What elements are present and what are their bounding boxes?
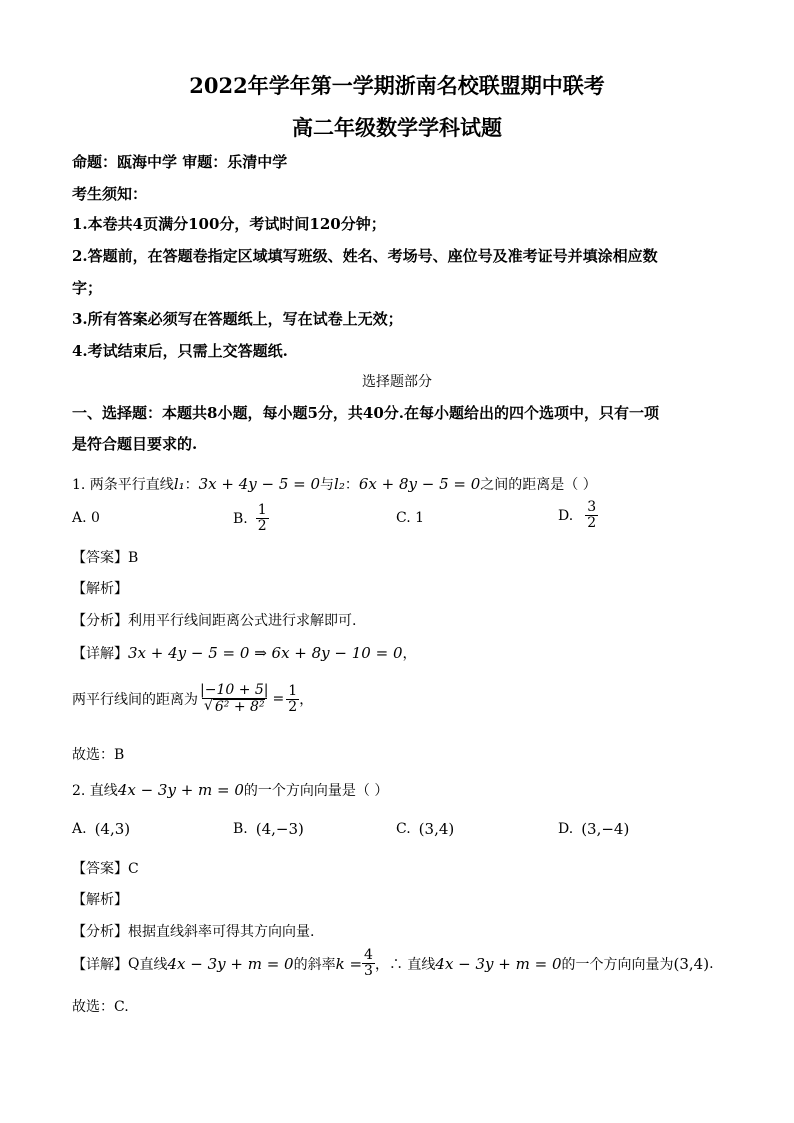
q2-detail	[72, 948, 714, 980]
q1-detail	[72, 643, 417, 663]
q1-l2: l₂	[334, 475, 345, 493]
q2-option-c-value: (3,4)	[418, 820, 455, 838]
q2-detail-label: 【详解】	[72, 956, 128, 973]
q2-detail-k-fraction	[362, 948, 375, 980]
q1-eq1: 3x + 4y − 5 = 0	[198, 475, 321, 493]
q1-answer: 【答案】B	[72, 550, 139, 566]
q1-dist-result	[286, 684, 299, 716]
q2-detail-t3: ，∴ 直线	[374, 956, 436, 973]
question-1	[72, 474, 597, 494]
q1-suffix: 之间的距离是（ ）	[480, 477, 597, 493]
q2-answer: 【答案】C	[72, 861, 139, 877]
q1-colon-2: ：	[344, 477, 359, 493]
q2-detail-vec: (3,4)	[673, 954, 710, 973]
q2-detail-k-num: 4	[364, 947, 373, 963]
q2-fenxi: 【分析】根据直线斜率可得其方向向量.	[72, 924, 315, 940]
q1-dist-num: |−10 + 5|	[200, 682, 269, 698]
q1-option-a: A. 0	[72, 510, 100, 526]
q2-option-d-value: (3,−4)	[581, 820, 630, 838]
q2-detail-k: k =	[335, 954, 363, 973]
q2-detail-eq1: 4x − 3y + m = 0	[167, 954, 294, 973]
q2-option-a	[72, 820, 130, 838]
q2-detail-t2: 的斜率	[293, 956, 336, 973]
q2-suffix: 的一个方向向量是（ ）	[243, 783, 389, 799]
q1-detail-comma: ，	[402, 646, 417, 662]
q1-with: 与	[320, 477, 335, 493]
q2-eq: 4x − 3y + m = 0	[117, 781, 244, 799]
notice-item-2: 2.答题前，在答题卷指定区域填写班级、姓名、考场号、座位号及准考证号并填涂相应数	[72, 247, 658, 265]
notice-heading: 考生须知：	[72, 185, 148, 203]
section-name: 选择题部分	[362, 374, 432, 390]
q1-dist-equals: =	[272, 691, 285, 708]
q2-detail-q: Q	[128, 955, 140, 972]
q1-option-b	[233, 503, 269, 535]
q1-option-b-num: 1	[257, 502, 267, 518]
notice-item-1: 1.本卷共4页满分100分，考试时间120分钟；	[72, 215, 386, 233]
q2-detail-end: .	[709, 955, 714, 972]
q1-colon: ：	[184, 477, 199, 493]
q1-analysis: 【解析】	[72, 581, 128, 597]
q1-dist-radicand: 6² + 8²	[214, 699, 265, 716]
q2-option-c	[396, 820, 454, 838]
q2-detail-eq2: 4x − 3y + m = 0	[435, 954, 562, 973]
q1-choose: 故选：B	[72, 747, 125, 763]
q1-dist-den	[202, 698, 267, 715]
q1-dist-result-num: 1	[288, 682, 298, 699]
q1-dist-result-den: 2	[288, 698, 298, 715]
q2-option-d	[558, 820, 629, 838]
q1-eq2: 6x + 8y − 5 = 0	[358, 475, 481, 493]
q1-dist-fraction	[198, 683, 271, 716]
q2-detail-t1: 直线	[139, 956, 168, 973]
q1-detail-eq: 3x + 4y − 5 = 0 ⇒ 6x + 8y − 10 = 0	[128, 644, 403, 662]
q1-option-d-den: 2	[587, 515, 597, 532]
exam-title: 2022年学年第一学期浙南名校联盟期中联考	[189, 73, 605, 98]
q1-l1: l₁	[173, 475, 185, 493]
q1-fenxi: 【分析】利用平行线间距离公式进行求解即可.	[72, 613, 357, 629]
q1-option-d-label: D.	[558, 507, 574, 524]
notice-item-2-cont: 字；	[72, 279, 103, 297]
q2-choose: 故选：C.	[72, 999, 129, 1015]
q2-option-b-value: (4,−3)	[255, 820, 304, 838]
q2-option-a-label: A.	[72, 821, 87, 837]
q1-option-b-label: B.	[233, 510, 248, 527]
q1-option-d-fraction	[585, 500, 598, 532]
q2-option-b-label: B.	[233, 821, 248, 837]
q1-prefix: 1. 两条平行直线	[72, 477, 174, 493]
q1-option-b-fraction	[256, 503, 269, 535]
q2-analysis: 【解析】	[72, 892, 128, 908]
q1-dist-prefix: 两平行线间的距离为	[72, 692, 198, 709]
q1-dist-comma: ，	[299, 692, 314, 709]
question-2	[72, 780, 388, 800]
q2-prefix: 2. 直线	[72, 783, 118, 799]
q1-distance	[72, 683, 313, 716]
notice-item-4: 4.考试结束后，只需上交答题纸.	[72, 342, 288, 360]
q1-option-d	[558, 500, 598, 532]
q1-option-c: C. 1	[396, 510, 425, 526]
q1-option-d-num: 3	[587, 499, 597, 515]
q2-option-c-label: C.	[396, 821, 411, 837]
q1-detail-label: 【详解】	[72, 646, 128, 662]
q2-option-b	[233, 820, 304, 838]
q2-detail-k-den: 3	[364, 963, 373, 980]
q1-dist-sqrt-sign: √	[203, 698, 213, 715]
exam-subtitle: 高二年级数学学科试题	[292, 115, 502, 140]
q2-option-a-value: (4,3)	[94, 820, 131, 838]
authors-line: 命题：瓯海中学 审题：乐清中学	[72, 153, 288, 171]
q2-detail-t4: 的一个方向向量为	[561, 956, 674, 973]
q2-option-d-label: D.	[558, 821, 574, 837]
q1-option-b-den: 2	[257, 518, 267, 535]
notice-item-3: 3.所有答案必须写在答题纸上，写在试卷上无效；	[72, 310, 403, 328]
section-intro-line2: 是符合题目要求的.	[72, 435, 198, 453]
section-intro-line1: 一、选择题：本题共8小题，每小题5分，共40分.在每小题给出的四个选项中，只有一项	[72, 404, 659, 422]
